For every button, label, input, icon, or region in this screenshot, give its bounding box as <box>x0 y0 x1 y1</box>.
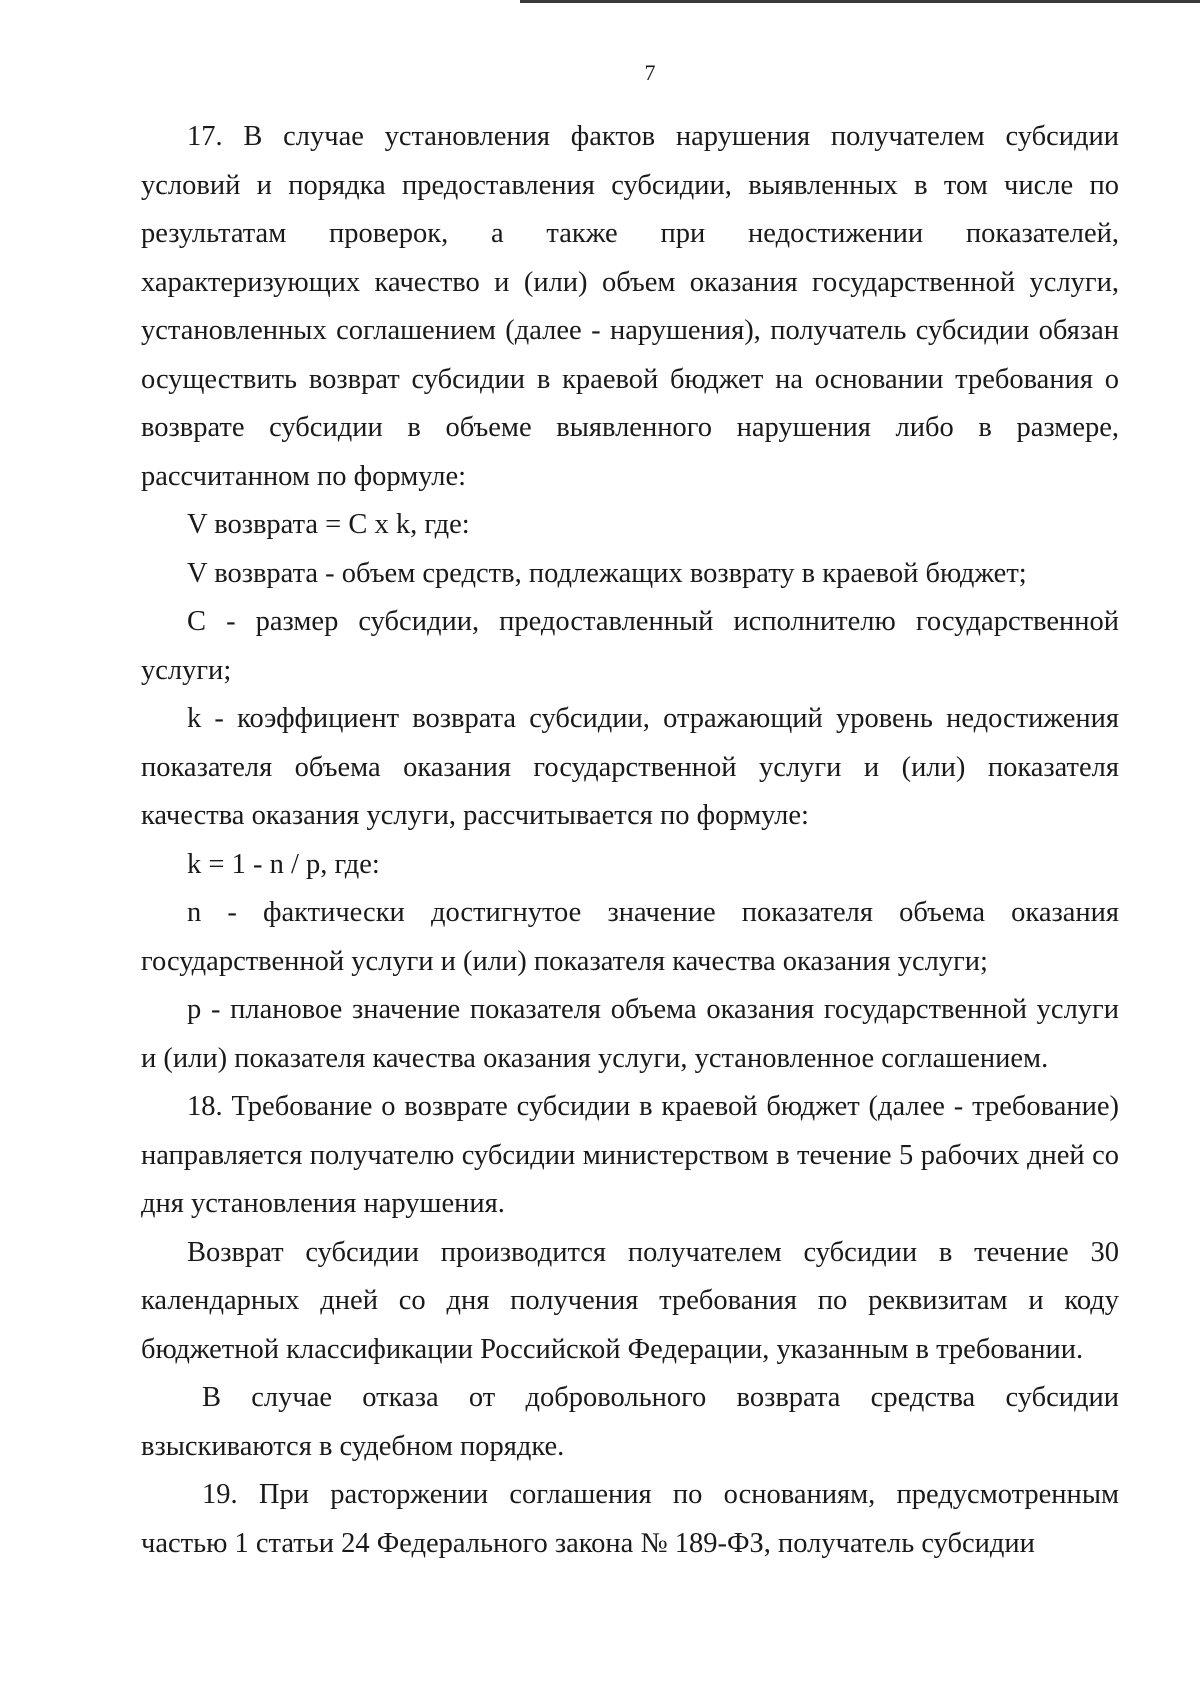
document-body <box>141 113 1119 1568</box>
page-number: 7 <box>644 60 656 85</box>
paragraph-18: 18. Требование о возврате субсидии в краевой бюджет (далее - требование) направляется получателю субсидии министерством в течение 5 рабочих дней со дня установления нарушения. <box>141 1091 1119 1219</box>
paragraph-return-term: Возврат субсидии производится получателем субсидии в течение 30 календарных дней со дня получения требования по реквизитам и коду бюджетной классификации Российской Федерации, указанным в требовании. <box>141 1236 1119 1365</box>
paragraph-17: 17. В случае установления фактов нарушения получателем субсидии условий и порядка предоставления субсидии, выявленных в том числе по результатам проверок, а также при недостижении показателей, характеризующих качество и (или) объем оказания государственной услуги, установленных соглашением (далее - нарушения), получатель субсидии обязан осуществить возврат субсидии в краевой бюджет на основании требования о возврате субсидии в объеме выявленного нарушения либо в размере, рассчитанном по формуле: <box>141 121 1119 492</box>
formula-k: k = 1 - n / p, где: <box>187 848 380 880</box>
definition-c: C - размер субсидии, предоставленный исполнителю государственной услуги; <box>141 606 1119 686</box>
definition-n: n - фактически достигнутое значение показателя объема оказания государственной услуги и (или) показателя качества оказания услуги; <box>141 897 1119 977</box>
definition-p: p - плановое значение показателя объема оказания государственной услуги и (или) показателя качества оказания услуги, установленное соглашением. <box>141 994 1119 1074</box>
definition-v-return: V возврата - объем средств, подлежащих возврату в краевой бюджет; <box>187 557 1027 589</box>
formula-v-return: V возврата = C x k, где: <box>187 509 470 540</box>
definition-k: k - коэффициент возврата субсидии, отражающий уровень недостижения показателя объема оказания государственной услуги и (или) показателя качества оказания услуги, рассчитывается по формуле: <box>141 703 1119 831</box>
top-rule <box>520 0 1200 3</box>
paragraph-19: 19. При расторжении соглашения по основаниям, предусмотренным частью 1 статьи 24 Федерального закона № 189-ФЗ, получатель субсидии <box>141 1479 1119 1559</box>
paragraph-court-recovery: В случае отказа от добровольного возврата средства субсидии взыскиваются в судебном порядке. <box>141 1382 1119 1462</box>
